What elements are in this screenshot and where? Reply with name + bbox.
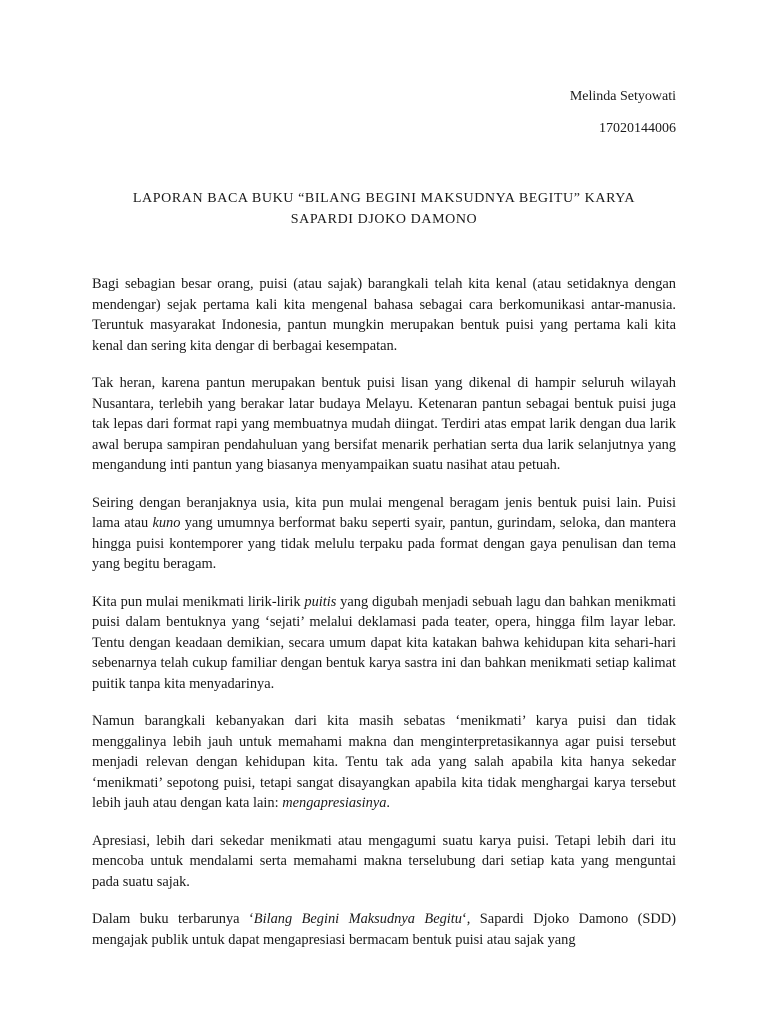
paragraph-5: [92, 711, 676, 814]
paragraph-2: Tak heran, karena pantun merupakan bentuk puisi lisan yang dikenal di hampir seluruh wilayah Nusantara, terlebih yang berakar latar budaya Melayu. Ketenaran pantun sebagai bentuk puisi juga tak lepas dari format rapi yang membuatnya mudah diingat. Terdiri atas empat larik dengan dua larik awal berupa sampiran pendahuluan yang bersifat menarik perhatian serta dua larik selanjutnya yang mengandung inti pantun yang biasanya menyampaikan suatu nasihat atau petuah.: [92, 375, 676, 473]
title-line-2: SAPARDI DJOKO DAMONO: [290, 212, 478, 227]
paragraph-6: Apresiasi, lebih dari sekedar menikmati atau mengagumi suatu karya puisi. Tetapi lebih dari itu mencoba untuk mendalami serta memahami makna terselubung dari setiap kata yang menguntai pada suatu sajak.: [92, 832, 676, 890]
title-line-1: LAPORAN BACA BUKU “BILANG BEGINI MAKSUDNYA BEGITU” KARYA: [132, 191, 636, 206]
paragraph-7-text-a: Dalam buku terbarunya ‘: [92, 911, 254, 927]
paragraph-3-italic: kuno: [152, 515, 181, 531]
paragraph-4-text-b: yang digubah menjadi sebuah lagu dan bahkan menikmati puisi dalam bentuknya yang ‘sejati’ melalui deklamasi pada teater, opera, hingga film layar lebar. Tentu dengan keadaan demikian, secara umum dapat kita katakan bahwa kehidupan kita sehari-hari sebenarnya telah cukup familiar dengan bentuk karya sastra ini dan bahkan menikmati setiap kalimat puitik tanpa kita menyadarinya.: [92, 593, 676, 692]
paragraph-5-italic: mengapresiasinya: [282, 795, 387, 811]
paragraph-1: Bagi sebagian besar orang, puisi (atau sajak) barangkali telah kita kenal (atau setidaknya dengan mendengar) sejak pertama kali kita mengenal bahasa sebagai cara berkomunikasi antar-manusia. Teruntuk masyarakat Indonesia, pantun mungkin merupakan bentuk puisi yang pertama kali kita kenal dan sering kita dengar di berbagai kesempatan.: [92, 276, 676, 354]
student-id: 17020144006: [599, 121, 676, 136]
paragraph-3-text-b: yang umumnya berformat baku seperti syair, pantun, gurindam, seloka, dan mantera hingga puisi kontemporer yang tidak melulu terpaku pada format dengan gaya penulisan dan tema yang begitu beragam.: [92, 515, 676, 572]
report-body: [92, 274, 676, 967]
paragraph-4-text-a: Kita pun mulai menikmati lirik-lirik: [92, 593, 305, 610]
paragraph-3-text-a: Seiring dengan beranjaknya usia, kita pun mulai mengenal beragam jenis bentuk puisi lain. Puisi lama atau: [92, 494, 676, 531]
paragraph-7: [92, 909, 676, 950]
paragraph-3: [92, 493, 676, 575]
paragraph-4: [92, 592, 676, 695]
paragraph-5-text-a: Namun barangkali kebanyakan dari kita masih sebatas ‘menikmati’ karya puisi dan tidak menggalinya lebih jauh untuk memahami makna dan menginterpretasikannya agar puisi tersebut menjadi relevan dengan kehidupan kita. Tentu tak ada yang salah apabila kita hanya sekedar ‘menikmati’ sepotong puisi, tetapi sangat disayangkan apabila kita tidak menghargai karya tersebut lebih jauh atau dengan kata lain:: [92, 713, 676, 811]
paragraph-7-text-b: ‘, Sapardi Djoko Damono (SDD) mengajak publik untuk dapat mengapresiasi bermacam bentuk puisi atau sajak yang: [92, 911, 676, 948]
paragraph-4-italic: puitis: [304, 593, 337, 610]
paragraph-7-italic: Bilang Begini Maksudnya Begitu: [253, 911, 462, 927]
report-title: [92, 188, 676, 230]
author-name: Melinda Setyowati: [569, 89, 676, 104]
paragraph-5-text-b: .: [386, 795, 391, 811]
